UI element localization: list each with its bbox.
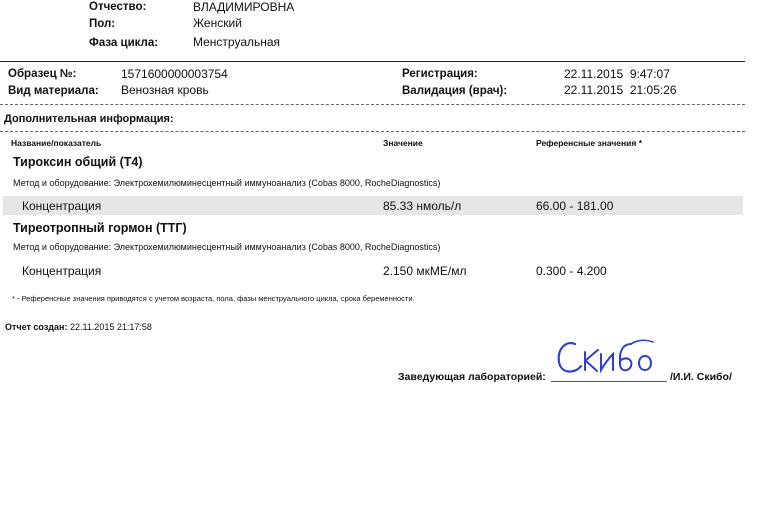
sex-label: Пол: [89, 18, 116, 30]
footnote: * - Референсные значения приводятся с учетом возраста, пола, фазы менструального цикла, срока беременности. [12, 294, 415, 303]
additional-info-label: Дополнительная информация: [4, 113, 174, 125]
column-header-name: Название/показатель [11, 138, 102, 148]
head-of-lab-name: /И.И. Скибо/ [670, 371, 732, 383]
handwritten-signature [545, 330, 675, 382]
sample-id-label: Образец №: [8, 68, 77, 80]
test-method: Метод и оборудование: Электрохемилюминесцентный иммуноанализ (Cobas 8000, RocheDiagnostics) [13, 242, 441, 252]
column-header-reference: Референсные значения * [536, 138, 643, 148]
sample-divider [0, 104, 745, 105]
report-created [5, 322, 152, 332]
patronymic-label: Отчество: [89, 1, 147, 13]
report-created-value: 22.11.2015 21:17:58 [69, 322, 152, 332]
cycle-phase-label: Фаза цикла: [89, 37, 159, 49]
material-value: Венозная кровь [121, 83, 209, 97]
report-created-label: Отчет создан: [5, 322, 68, 332]
sex-value: Женский [193, 16, 242, 30]
material-label: Вид материала: [8, 85, 99, 97]
additional-info-divider [0, 131, 745, 132]
result-value: 2.150 мкМЕ/мл [383, 264, 467, 278]
column-header-value: Значение [383, 138, 423, 148]
sample-id-value: 1571600000003754 [121, 67, 228, 81]
result-value: 85.33 нмоль/л [383, 199, 462, 213]
registration-value: 22.11.2015 9:47:07 [564, 67, 670, 81]
test-title: Тиреотропный гормон (ТТГ) [13, 221, 187, 235]
patronymic-value: ВЛАДИМИРОВНА [193, 0, 295, 14]
reference-range: 66.00 - 181.00 [536, 199, 614, 213]
parameter-name: Концентрация [22, 199, 102, 213]
table-row [3, 196, 743, 215]
head-of-lab-label: Заведующая лабораторией: [398, 371, 546, 383]
parameter-name: Концентрация [22, 264, 102, 278]
reference-range: 0.300 - 4.200 [536, 264, 607, 278]
registration-label: Регистрация: [402, 68, 478, 80]
test-title: Тироксин общий (Т4) [13, 155, 143, 169]
test-method: Метод и оборудование: Электрохемилюминесцентный иммуноанализ (Cobas 8000, RocheDiagnostics) [13, 178, 441, 188]
validation-label: Валидация (врач): [402, 85, 508, 97]
header-divider [0, 61, 745, 62]
validation-value: 22.11.2015 21:05:26 [564, 83, 677, 97]
cycle-phase-value: Менструальная [193, 35, 281, 49]
